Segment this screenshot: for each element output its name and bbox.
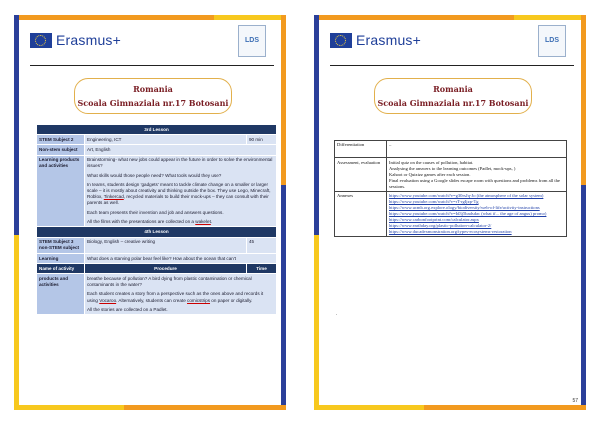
text-run: In teams, students design 'gadgets' meant to tackle climate change on a smaller or larger scale – it is mostly about creativity and thinking outside the box. They use Lego, Minecraft, Roblox, [87, 181, 271, 200]
lesson-table [36, 124, 277, 315]
left-page [14, 15, 286, 410]
products-content [85, 274, 277, 315]
text-run: All the films with the presentations are collected on a [87, 218, 196, 224]
annex-link[interactable]: https://www.youtube.com/watch?v=Id3j5badsdac (what if... the age of angus) promo) [389, 210, 547, 216]
yellow-top-bar [214, 15, 286, 20]
lesson3-heading: 3rd Lesson [37, 125, 277, 135]
paragraph: What skills would those people need? What tools would they use? [87, 172, 222, 178]
lesson4-time: 45 [247, 237, 277, 253]
annex-link[interactable]: https://www.youtube.com/watch?v=rT-rgIjzp-Tg [389, 198, 479, 204]
eu-flag-icon [330, 33, 352, 48]
nonstem-value: Art, English [85, 145, 277, 155]
lds-logo: LDS [238, 25, 266, 57]
yellow-left-bar [14, 235, 19, 410]
country-title: Romania [133, 84, 173, 94]
orange-right-bar [581, 15, 586, 185]
text-run: Each student creates a story from a perspective such as the ones above and records it using [87, 291, 264, 303]
assessment-line: Final evaluation using a Google slides escape room with questions and problems from all the sessions. [389, 177, 560, 189]
assessment-label: Assessment, evaluation [335, 158, 387, 191]
learning4-value: What does a starving polar bear feel like? How about the ocean that can't [85, 254, 277, 264]
school-title [374, 78, 532, 114]
paragraph: Brainstorming- what new jobs could appear in the future in order to solve the environmental issues? [87, 157, 273, 169]
tinkercad-word: Tinkercad [103, 194, 124, 200]
paragraph [87, 182, 274, 207]
right-page [314, 15, 586, 410]
comicstrips-word: comicstrips [187, 297, 211, 303]
text-run: . Alternatively, students can create [116, 297, 188, 303]
blue-left-bar [314, 15, 319, 235]
text-run: . [210, 218, 213, 224]
differentiation-value: – [387, 141, 567, 158]
erasmus-brand: Erasmus+ [56, 32, 122, 48]
school-title [74, 78, 232, 114]
school-name: Scoala Gimnaziala nr.17 Botosani [377, 98, 529, 108]
page-number: 57 [572, 398, 578, 404]
blue-right-bar [281, 185, 286, 410]
blue-right-bar [581, 185, 586, 410]
eu-flag-icon [30, 33, 52, 48]
stem-subject3-label: STEM Subject 3 non-STEM subject [37, 237, 85, 253]
erasmus-brand: Erasmus+ [356, 32, 422, 48]
products-label: products and activities [37, 274, 85, 315]
header-divider [330, 65, 574, 66]
stem-subject3-value: Biology, English – creative writing [85, 237, 247, 253]
text-run: on paper or digitally. [210, 297, 253, 303]
assessment-line: Analysing the answers to the learning outcomes (Padlet, mock-ups, ) [389, 165, 516, 171]
paragraph: All the stories are collected on a Padlet. [87, 306, 168, 312]
assessment-line: Kahoot or Quizizz games after each session. [389, 171, 471, 177]
header-divider [30, 65, 274, 66]
stray-mark: . [336, 311, 338, 317]
paragraph [87, 291, 274, 303]
yellow-left-bar [314, 235, 319, 410]
annex-link[interactable]: https://www.ducadexmonstration.org/types-ecosystems-restoration [389, 228, 512, 234]
learning-content [85, 155, 277, 227]
school-name: Scoala Gimnaziala nr.17 Botosani [77, 98, 229, 108]
wakelet-word: wakelet [195, 218, 211, 224]
orange-bottom-bar [424, 405, 586, 410]
stem-subject-value: Engineering, ICT [85, 135, 247, 145]
lesson-time: 90 min [247, 135, 277, 145]
procedure-header: Procedure [85, 264, 247, 274]
annex-link[interactable]: https://www.ucmb.org.explore.ology/biodiversity/web-of-life/activity-instructions [389, 204, 540, 210]
paragraph: breathe because of pollution? A bird dying from plastic contamination or chemical contaminants in the water? [87, 275, 252, 288]
annex-link[interactable]: https://www.earthday.org/plastic-pollution-calculator-2/ [389, 222, 492, 228]
assessment-content [387, 158, 567, 191]
annexes-label: Annexes [335, 191, 387, 236]
country-title: Romania [433, 84, 473, 94]
orange-top-bar [14, 15, 214, 20]
page-header [30, 25, 276, 75]
time-header: Time [247, 264, 277, 274]
orange-right-bar [281, 15, 286, 185]
annex-table [334, 140, 567, 237]
yellow-bottom-bar [314, 405, 424, 410]
paragraph: Each team presents their invention and job and answers questions. [87, 209, 224, 215]
stem-subject-label: STEM Subject 2 [37, 135, 85, 145]
yellow-top-bar [514, 15, 586, 20]
activity-name-header: Name of activity [37, 264, 85, 274]
blue-left-bar [14, 15, 19, 235]
annexes-content [387, 191, 567, 236]
differentiation-label: Differentiation [335, 141, 387, 158]
assessment-line: Initial quiz on the causes of pollution, habitat. [389, 159, 474, 165]
vocaroo-word: Vocaroo [99, 297, 117, 303]
annex-link[interactable]: https://www.carbonfootprint.com/calculator.aspx [389, 216, 479, 222]
nonstem-label: Non-stem subject [37, 145, 85, 155]
learning-label: Learning products and activities [37, 155, 85, 227]
orange-top-bar [314, 15, 514, 20]
annex-link[interactable]: https://www.youtube.com/watch?v=g30rsJq-Jo (the atmosphere of the solar system) [389, 192, 544, 198]
lds-logo: LDS [538, 25, 566, 57]
orange-bottom-bar [124, 405, 286, 410]
lesson4-heading: 4th Lesson [37, 227, 277, 237]
learning4-label: Learning [37, 254, 85, 264]
text-run: , recycled materials to build their mock-ups – they can consult with their parents as well. [87, 194, 269, 206]
page-header [330, 25, 576, 75]
paragraph [87, 219, 274, 225]
yellow-bottom-bar [14, 405, 124, 410]
